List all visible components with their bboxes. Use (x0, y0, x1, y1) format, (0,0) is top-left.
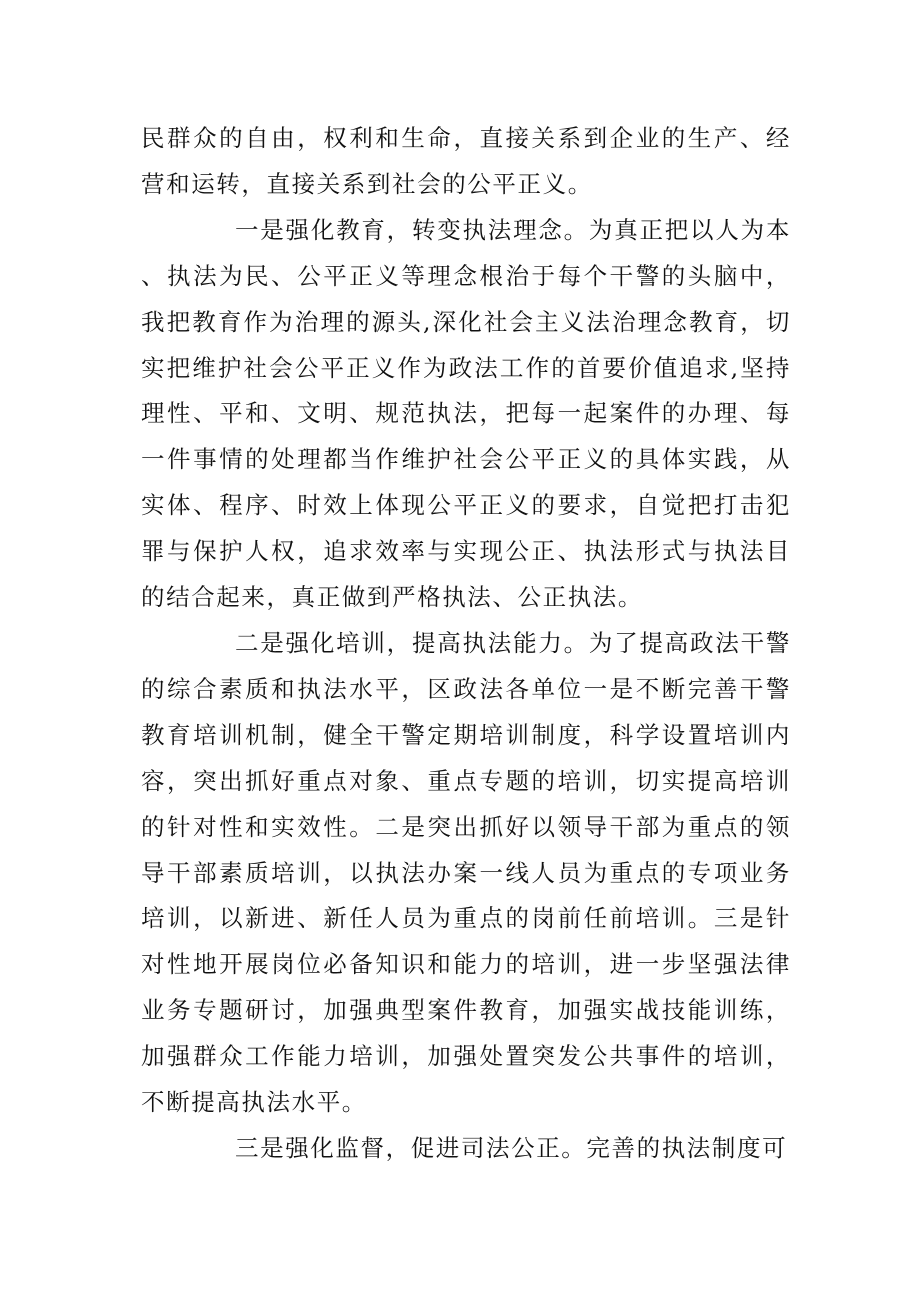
paragraph-point-three: 三是强化监督，促进司法公正。完善的执法制度可 (235, 1133, 788, 1162)
paragraph-point-two: 二是强化培训，提高执法能力。为了提高政法干警的综合素质和执法水平，区政法各单位一是不断完善干警教育培训机制，健全干警定期培训制度，科学设置培训内容，突出抓好重点对象、重点专题的培训，切实提高培训的针对性和实效性。二是突出抓好以领导干部为重点的领导干部素质培训，以执法办案一线人员为重点的专项业务培训，以新进、新任人员为重点的岗前任前培训。三是针对性地开展岗位必备知识和能力的培训，进一步坚强法律业务专题研讨，加强典型案件教育，加强实战技能训练，加强群众工作能力培训，加强处置突发公共事件的培训，不断提高执法水平。 (141, 628, 791, 1117)
paragraph-continuation: 民群众的自由，权利和生命，直接关系到企业的生产、经营和运转，直接关系到社会的公平正义。 (141, 124, 791, 198)
document-body (141, 116, 791, 1172)
paragraph-point-one: 一是强化教育，转变执法理念。为真正把以人为本、执法为民、公平正义等理念根治于每个干警的头脑中，我把教育作为治理的源头,深化社会主义法治理念教育，切实把维护社会公平正义作为政法工作的首要价值追求,坚持理性、平和、文明、规范执法，把每一起案件的办理、每一件事情的处理都当作维护社会公平正义的具体实践，从实体、程序、时效上体现公平正义的要求，自觉把打击犯罪与保护人权，追求效率与实现公正、执法形式与执法目的结合起来，真正做到严格执法、公正执法。 (141, 215, 791, 612)
